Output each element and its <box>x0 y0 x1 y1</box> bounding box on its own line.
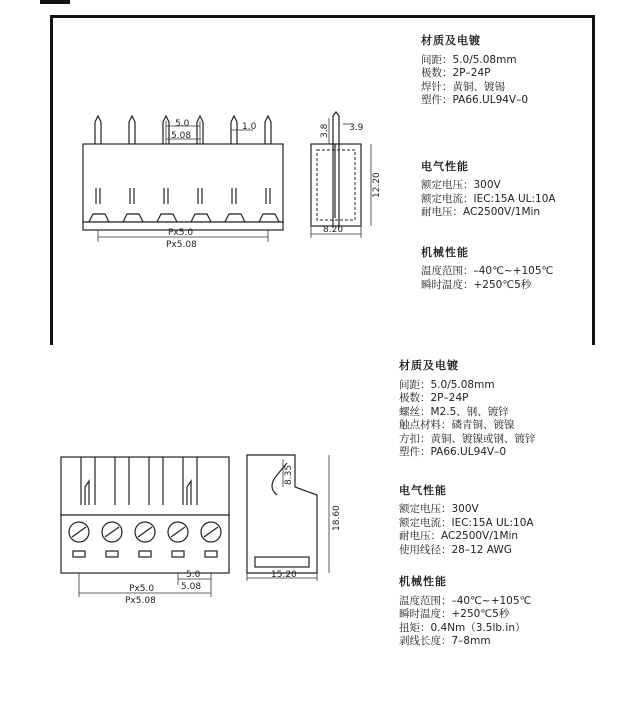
terminal-block-spec-panel <box>55 345 575 685</box>
top-electrical-line: 额定电流：IEC:15A UL:10A <box>421 192 556 205</box>
top-material-line: 极数：2P–24P <box>421 67 491 79</box>
px-a-label: Px5.0 <box>168 228 194 238</box>
top-mechanical-line: 瞬时温度：+250℃5秒 <box>421 278 532 291</box>
bottom-electrical-line: 使用线径：28–12 AWG <box>399 543 512 556</box>
bottom-material-line: 触点材料：磷青铜、镀镍 <box>399 419 515 431</box>
top-spec-block <box>421 34 556 292</box>
bottom-height-label: 18.60 <box>332 505 342 531</box>
top-electrical-line: 额定电压：300V <box>421 179 501 191</box>
bottom-material-line: 方扣：黄铜、镀镍或钢、镀锌 <box>399 432 536 445</box>
px-dimension <box>98 228 268 250</box>
bottom-mechanical-line: 剥线长度：7–8mm <box>399 635 491 647</box>
top-materials-title: 材质及电镀 <box>421 34 481 47</box>
bottom-electrical-line: 额定电流：IEC:15A UL:10A <box>399 516 534 529</box>
bottom-electrical-line: 耐电压：AC2500V/1Min <box>399 530 519 542</box>
bottom-materials-title: 材质及电镀 <box>399 359 459 372</box>
bottom-material-line: 螺丝：M2.5、钢、镀锌 <box>399 405 509 418</box>
bottom-side-a-label: 8.35 <box>284 464 294 485</box>
bottom-mechanical-line: 瞬时温度：+250℃5秒 <box>399 608 510 620</box>
header-body-front <box>83 144 283 222</box>
pitch-dimension <box>166 119 201 144</box>
bottom-depth-label: 15.20 <box>271 570 297 580</box>
pin-header-spec-panel <box>50 15 595 345</box>
top-mechanical-title: 机械性能 <box>421 245 469 259</box>
bottom-mechanical-line: 温度范围：–40℃~+105℃ <box>399 594 532 607</box>
bottom-spec-block <box>399 359 536 649</box>
bottom-material-line: 间距：5.0/5.08mm <box>399 378 495 391</box>
pin-width-dimension <box>231 122 257 132</box>
pitch-a-label: 5.0 <box>175 119 190 129</box>
bottom-px-b-label: Px5.08 <box>125 596 156 606</box>
depth-label: 8.20 <box>323 225 344 235</box>
top-material-line: 焊针：黄铜、镀锡 <box>421 80 505 93</box>
bottom-mechanical-line: 扭矩：0.4Nm（3.5lb.in） <box>399 621 526 634</box>
top-material-line: 间距：5.0/5.08mm <box>421 53 517 66</box>
bottom-material-line: 塑件：PA66.UL94V–0 <box>399 446 507 458</box>
top-electrical-line: 耐电压：AC2500V/1Min <box>421 206 541 218</box>
side-b-label: 3.9 <box>349 123 364 133</box>
top-electrical-title: 电气性能 <box>421 159 469 173</box>
top-mechanical-line: 温度范围：–40℃~+105℃ <box>421 265 554 277</box>
bottom-px-a-label: Px5.0 <box>129 584 155 594</box>
side-a-label: 3.8 <box>320 123 330 138</box>
bottom-pitch-b-label: 5.08 <box>181 582 202 592</box>
top-material-line: 塑件：PA66.UL94V–0 <box>421 94 529 106</box>
terminal-lower-body <box>61 515 229 573</box>
pitch-b-label: 5.08 <box>171 131 192 141</box>
px-b-label: Px5.08 <box>166 240 197 250</box>
bottom-mechanical-title: 机械性能 <box>399 575 447 588</box>
height-label: 12.20 <box>372 172 382 198</box>
pin-width-label: 1.0 <box>242 122 257 132</box>
terminal-block-drawing <box>55 345 385 685</box>
bottom-electrical-line: 额定电压：300V <box>399 503 479 515</box>
terminal-side-view <box>247 455 342 581</box>
bottom-pitch-a-label: 5.0 <box>186 570 201 580</box>
bottom-material-line: 极数：2P–24P <box>399 392 469 404</box>
terminal-upper-housing <box>61 457 229 515</box>
bottom-electrical-title: 电气性能 <box>399 483 447 497</box>
top-edge-mark <box>40 0 70 4</box>
header-side-view <box>311 112 382 238</box>
